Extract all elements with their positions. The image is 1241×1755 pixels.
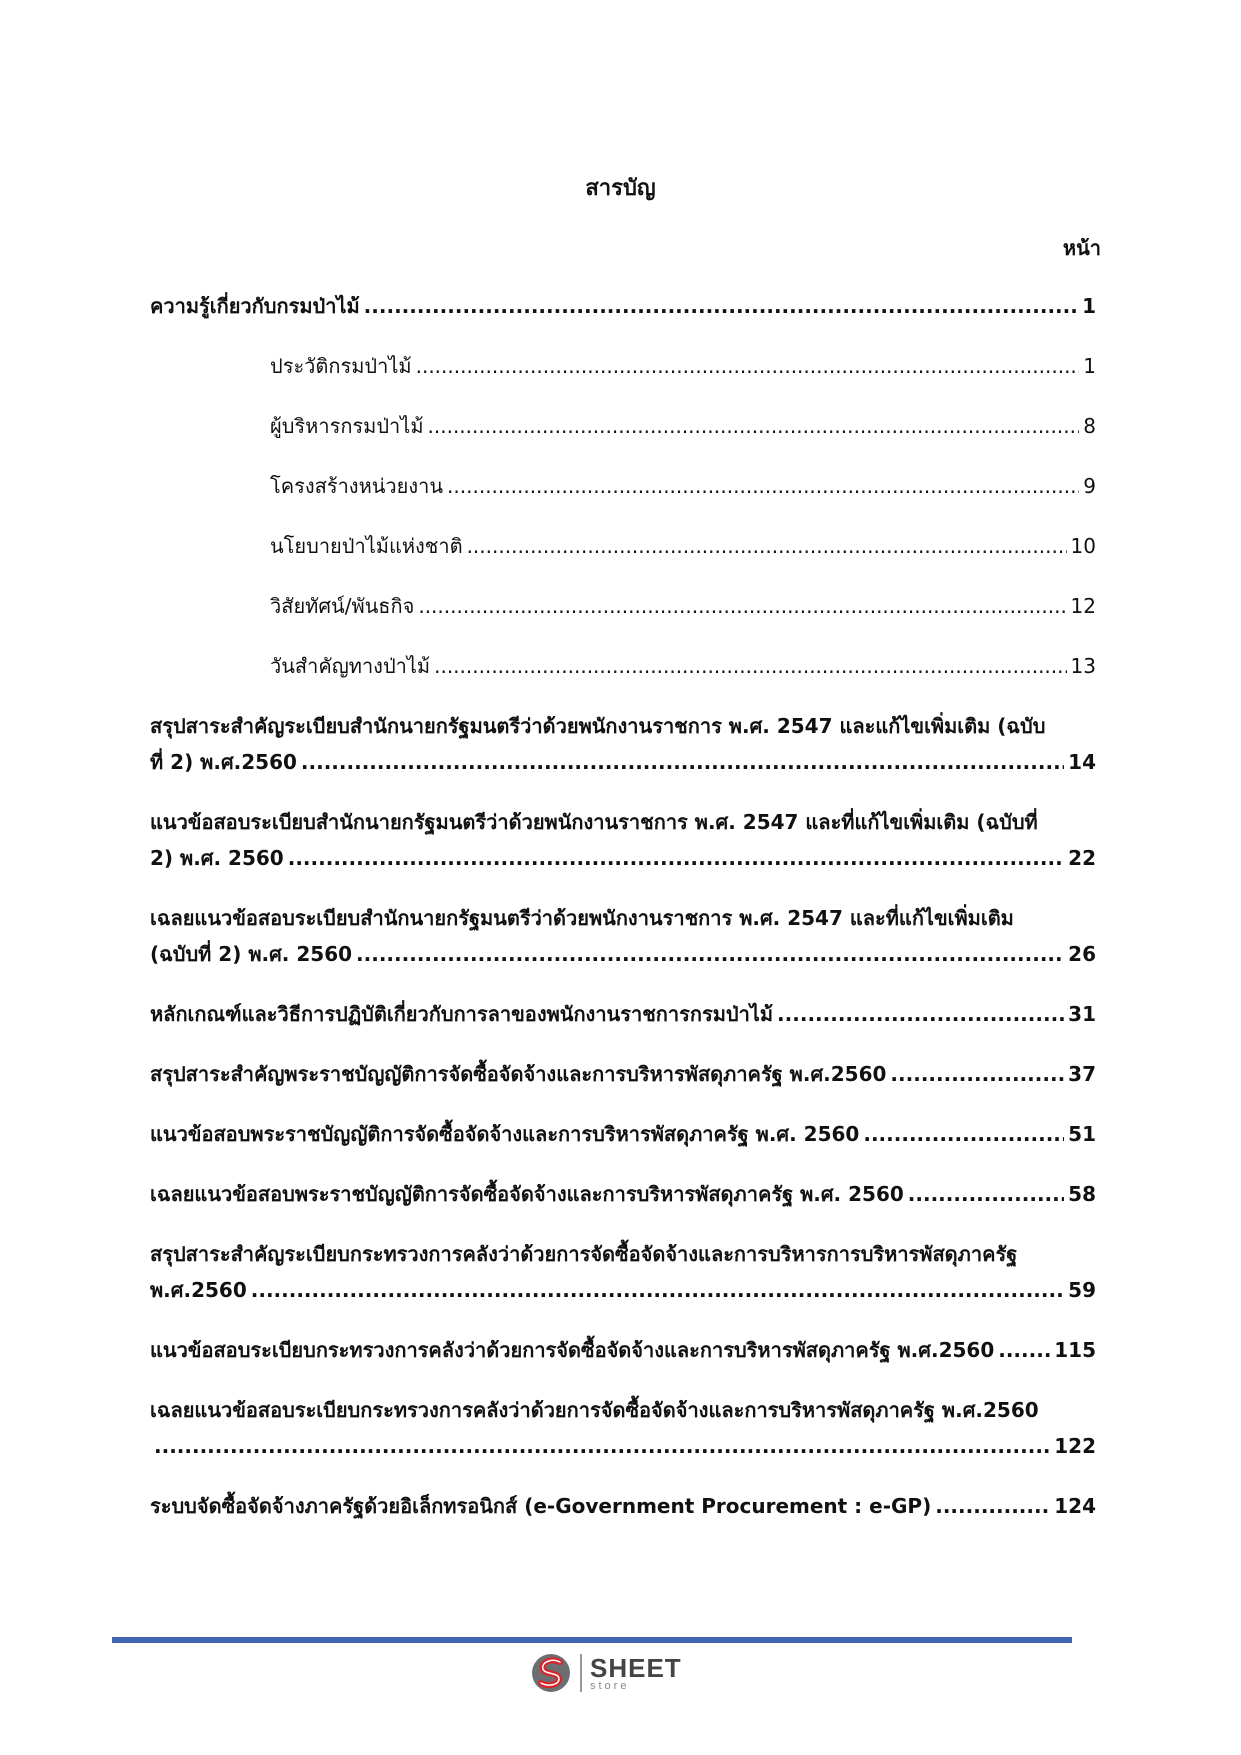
dot-leader	[301, 744, 1064, 780]
toc-entry-page: 9	[1083, 474, 1096, 498]
toc-entry[interactable]	[150, 468, 1096, 504]
dot-leader	[863, 1116, 1064, 1152]
logo-text-main: SHEET	[590, 1652, 682, 1683]
toc-entry[interactable]	[150, 648, 1096, 684]
toc-entry-title: แนวข้อสอบระเบียบสำนักนายกรัฐมนตรีว่าด้วยพนักงานราชการ พ.ศ. 2547 และที่แก้ไขเพิ่มเติม (ฉบับที่	[150, 810, 1038, 834]
toc-entry-title: ผู้บริหารกรมป่าไม้	[270, 414, 424, 438]
dot-leader	[467, 528, 1067, 564]
sheet-store-logo-icon	[530, 1652, 572, 1694]
toc-entry-page: 115	[1054, 1338, 1096, 1362]
footer-divider	[112, 1637, 1072, 1643]
dot-leader	[288, 840, 1064, 876]
toc-entry[interactable]	[150, 588, 1096, 624]
toc-entry-title: สรุปสาระสำคัญระเบียบกระทรวงการคลังว่าด้วยการจัดซื้อจัดจ้างและการบริหารการบริหารพัสดุภาครัฐ	[150, 1242, 1018, 1266]
toc-entry-page: 59	[1068, 1278, 1096, 1302]
toc-entry-title: พ.ศ.2560	[150, 1278, 247, 1302]
dot-leader	[154, 1428, 1050, 1464]
dot-leader	[251, 1272, 1064, 1308]
toc-entry-page: 31	[1068, 1002, 1096, 1026]
toc-entry-title: ความรู้เกี่ยวกับกรมป่าไม้	[150, 294, 360, 318]
toc-entry-page: 12	[1070, 594, 1096, 618]
toc-entry-title: สรุปสาระสำคัญระเบียบสำนักนายกรัฐมนตรีว่าด้วยพนักงานราชการ พ.ศ. 2547 และแก้ไขเพิ่มเติม (ฉบับ	[150, 714, 1046, 738]
toc-entry[interactable]	[150, 900, 1096, 972]
toc-entry-page: 8	[1083, 414, 1096, 438]
toc-entry-title: นโยบายป่าไม้แห่งชาติ	[270, 534, 463, 558]
dot-leader	[998, 1332, 1050, 1368]
toc-entry[interactable]	[150, 528, 1096, 564]
page-column-label: หน้า	[1062, 236, 1101, 260]
toc-entry-page: 26	[1068, 942, 1096, 966]
dot-leader	[356, 936, 1064, 972]
toc-entry-title: วันสำคัญทางป่าไม้	[270, 654, 431, 678]
logo-text-sub: store	[590, 1679, 630, 1692]
toc-entry[interactable]	[150, 348, 1096, 384]
toc-entry-title: โครงสร้างหน่วยงาน	[270, 474, 444, 498]
dot-leader	[777, 996, 1064, 1032]
dot-leader	[434, 648, 1066, 684]
toc-entry-page: 10	[1070, 534, 1096, 558]
toc-entry-title: ที่ 2) พ.ศ.2560	[150, 750, 297, 774]
dot-leader	[428, 408, 1080, 444]
toc-entry-title: เฉลยแนวข้อสอบระเบียบสำนักนายกรัฐมนตรีว่าด้วยพนักงานราชการ พ.ศ. 2547 และที่แก้ไขเพิ่มเติม	[150, 906, 1014, 930]
toc-entry-page: 122	[1054, 1434, 1096, 1458]
toc-entry-page: 13	[1070, 654, 1096, 678]
toc-entry-title: (ฉบับที่ 2) พ.ศ. 2560	[150, 942, 353, 966]
toc-entry[interactable]	[150, 1116, 1096, 1152]
toc-entry[interactable]	[150, 996, 1096, 1032]
toc-entry-page: 1	[1083, 354, 1096, 378]
toc-entry-title: เฉลยแนวข้อสอบระเบียบกระทรวงการคลังว่าด้วยการจัดซื้อจัดจ้างและการบริหารพัสดุภาครัฐ พ.ศ.2560	[150, 1398, 1039, 1422]
toc-entry-page: 37	[1068, 1062, 1096, 1086]
toc-entry[interactable]	[150, 1332, 1096, 1368]
table-of-contents	[150, 288, 1096, 1548]
toc-entry[interactable]	[150, 1392, 1096, 1464]
toc-entry[interactable]	[150, 288, 1096, 324]
dot-leader	[447, 468, 1079, 504]
toc-entry-page: 1	[1082, 294, 1096, 318]
toc-entry-page: 51	[1068, 1122, 1096, 1146]
toc-entry-title: แนวข้อสอบพระราชบัญญัติการจัดซื้อจัดจ้างและการบริหารพัสดุภาครัฐ พ.ศ. 2560	[150, 1122, 860, 1146]
toc-entry[interactable]	[150, 1488, 1096, 1524]
toc-entry[interactable]	[150, 1236, 1096, 1308]
toc-entry-title: วิสัยทัศน์/พันธกิจ	[270, 594, 415, 618]
toc-entry-title: ระบบจัดซื้อจัดจ้างภาครัฐด้วยอิเล็กทรอนิกส์ (e-Government Procurement : e-GP)	[150, 1494, 932, 1518]
logo-separator	[580, 1654, 582, 1692]
toc-entry-page: 124	[1054, 1494, 1096, 1518]
toc-entry[interactable]	[150, 1056, 1096, 1092]
toc-entry-title: หลักเกณฑ์และวิธีการปฏิบัติเกี่ยวกับการลาของพนักงานราชการกรมป่าไม้	[150, 1002, 774, 1026]
toc-entry-page: 58	[1068, 1182, 1096, 1206]
sheet-store-logo	[530, 1652, 682, 1694]
toc-entry-title: สรุปสาระสำคัญพระราชบัญญัติการจัดซื้อจัดจ้างและการบริหารพัสดุภาครัฐ พ.ศ.2560	[150, 1062, 887, 1086]
toc-entry-page: 22	[1068, 846, 1096, 870]
dot-leader	[416, 348, 1080, 384]
toc-entry[interactable]	[150, 804, 1096, 876]
dot-leader	[908, 1176, 1064, 1212]
toc-entry-title: 2) พ.ศ. 2560	[150, 846, 284, 870]
toc-entry[interactable]	[150, 408, 1096, 444]
toc-entry-title: เฉลยแนวข้อสอบพระราชบัญญัติการจัดซื้อจัดจ้างและการบริหารพัสดุภาครัฐ พ.ศ. 2560	[150, 1182, 904, 1206]
toc-entry-title: ประวัติกรมป่าไม้	[270, 354, 412, 378]
dot-leader	[418, 588, 1066, 624]
page-title: สารบัญ	[585, 176, 656, 201]
toc-entry-title: แนวข้อสอบระเบียบกระทรวงการคลังว่าด้วยการจัดซื้อจัดจ้างและการบริหารพัสดุภาครัฐ พ.ศ.2560	[150, 1338, 995, 1362]
dot-leader	[935, 1488, 1050, 1524]
toc-entry[interactable]	[150, 1176, 1096, 1212]
dot-leader	[890, 1056, 1064, 1092]
toc-entry-page: 14	[1068, 750, 1096, 774]
toc-entry[interactable]	[150, 708, 1096, 780]
dot-leader	[364, 288, 1078, 324]
